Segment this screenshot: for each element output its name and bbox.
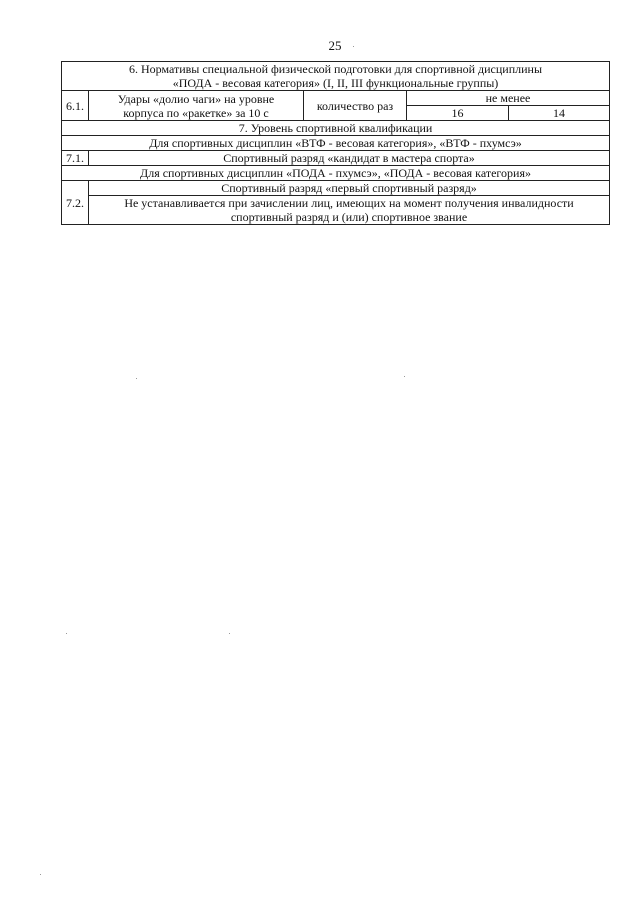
section7-subhead2: Для спортивных дисциплин «ПОДА - пхумсэ», «ПОДА - весовая категория»	[62, 166, 610, 181]
norm-value-2: 14	[509, 106, 610, 121]
row-6-1-number: 6.1.	[62, 91, 89, 121]
section6-title-row	[62, 62, 610, 91]
scan-speck	[40, 874, 41, 875]
scan-speck	[404, 376, 405, 377]
row-6-1-exercise	[89, 91, 304, 121]
row-7-2-top	[62, 181, 610, 196]
row-7-1	[62, 151, 610, 166]
note-line2: спортивный разряд и (или) спортивное звание	[230, 210, 468, 224]
exercise-line1: Удары «долио чаги» на уровне	[117, 91, 275, 106]
note-line1: Не устанавливается при зачислении лиц, имеющих на момент получения инвалидности	[124, 196, 574, 210]
section7-subhead2-row	[62, 166, 610, 181]
norm-header: не менее	[407, 91, 610, 106]
row-6-1-unit: количество раз	[304, 91, 407, 121]
page-number: 25	[328, 38, 342, 53]
row-6-1-top	[62, 91, 610, 106]
section7-title: 7. Уровень спортивной квалификации	[62, 121, 610, 136]
row-7-2-note-cell	[89, 196, 610, 225]
scan-speck	[229, 633, 230, 634]
norm-value-1: 16	[407, 106, 509, 121]
section7-title-row	[62, 121, 610, 136]
section6-title	[62, 62, 610, 91]
exercise-line2: корпуса по «ракетке» за 10 с	[123, 105, 269, 120]
row-7-2-number: 7.2.	[62, 181, 89, 225]
row-7-1-number: 7.1.	[62, 151, 89, 166]
section7-subhead1: Для спортивных дисциплин «ВТФ - весовая категория», «ВТФ - пхумсэ»	[62, 136, 610, 151]
scan-speck	[66, 633, 67, 634]
section6-title-line1: 6. Нормативы специальной физической подготовки для спортивной дисциплины	[128, 62, 543, 76]
section7-subhead1-row	[62, 136, 610, 151]
row-7-2-line1: Спортивный разряд «первый спортивный разряд»	[89, 181, 610, 196]
row-7-1-text: Спортивный разряд «кандидат в мастера спорта»	[89, 151, 610, 166]
scan-speck	[353, 46, 354, 47]
row-7-2-note	[62, 196, 610, 225]
scan-speck	[136, 378, 137, 379]
section6-title-line2: «ПОДА - весовая категория» (I, II, III функциональные группы)	[172, 76, 499, 90]
norms-table	[61, 61, 610, 225]
